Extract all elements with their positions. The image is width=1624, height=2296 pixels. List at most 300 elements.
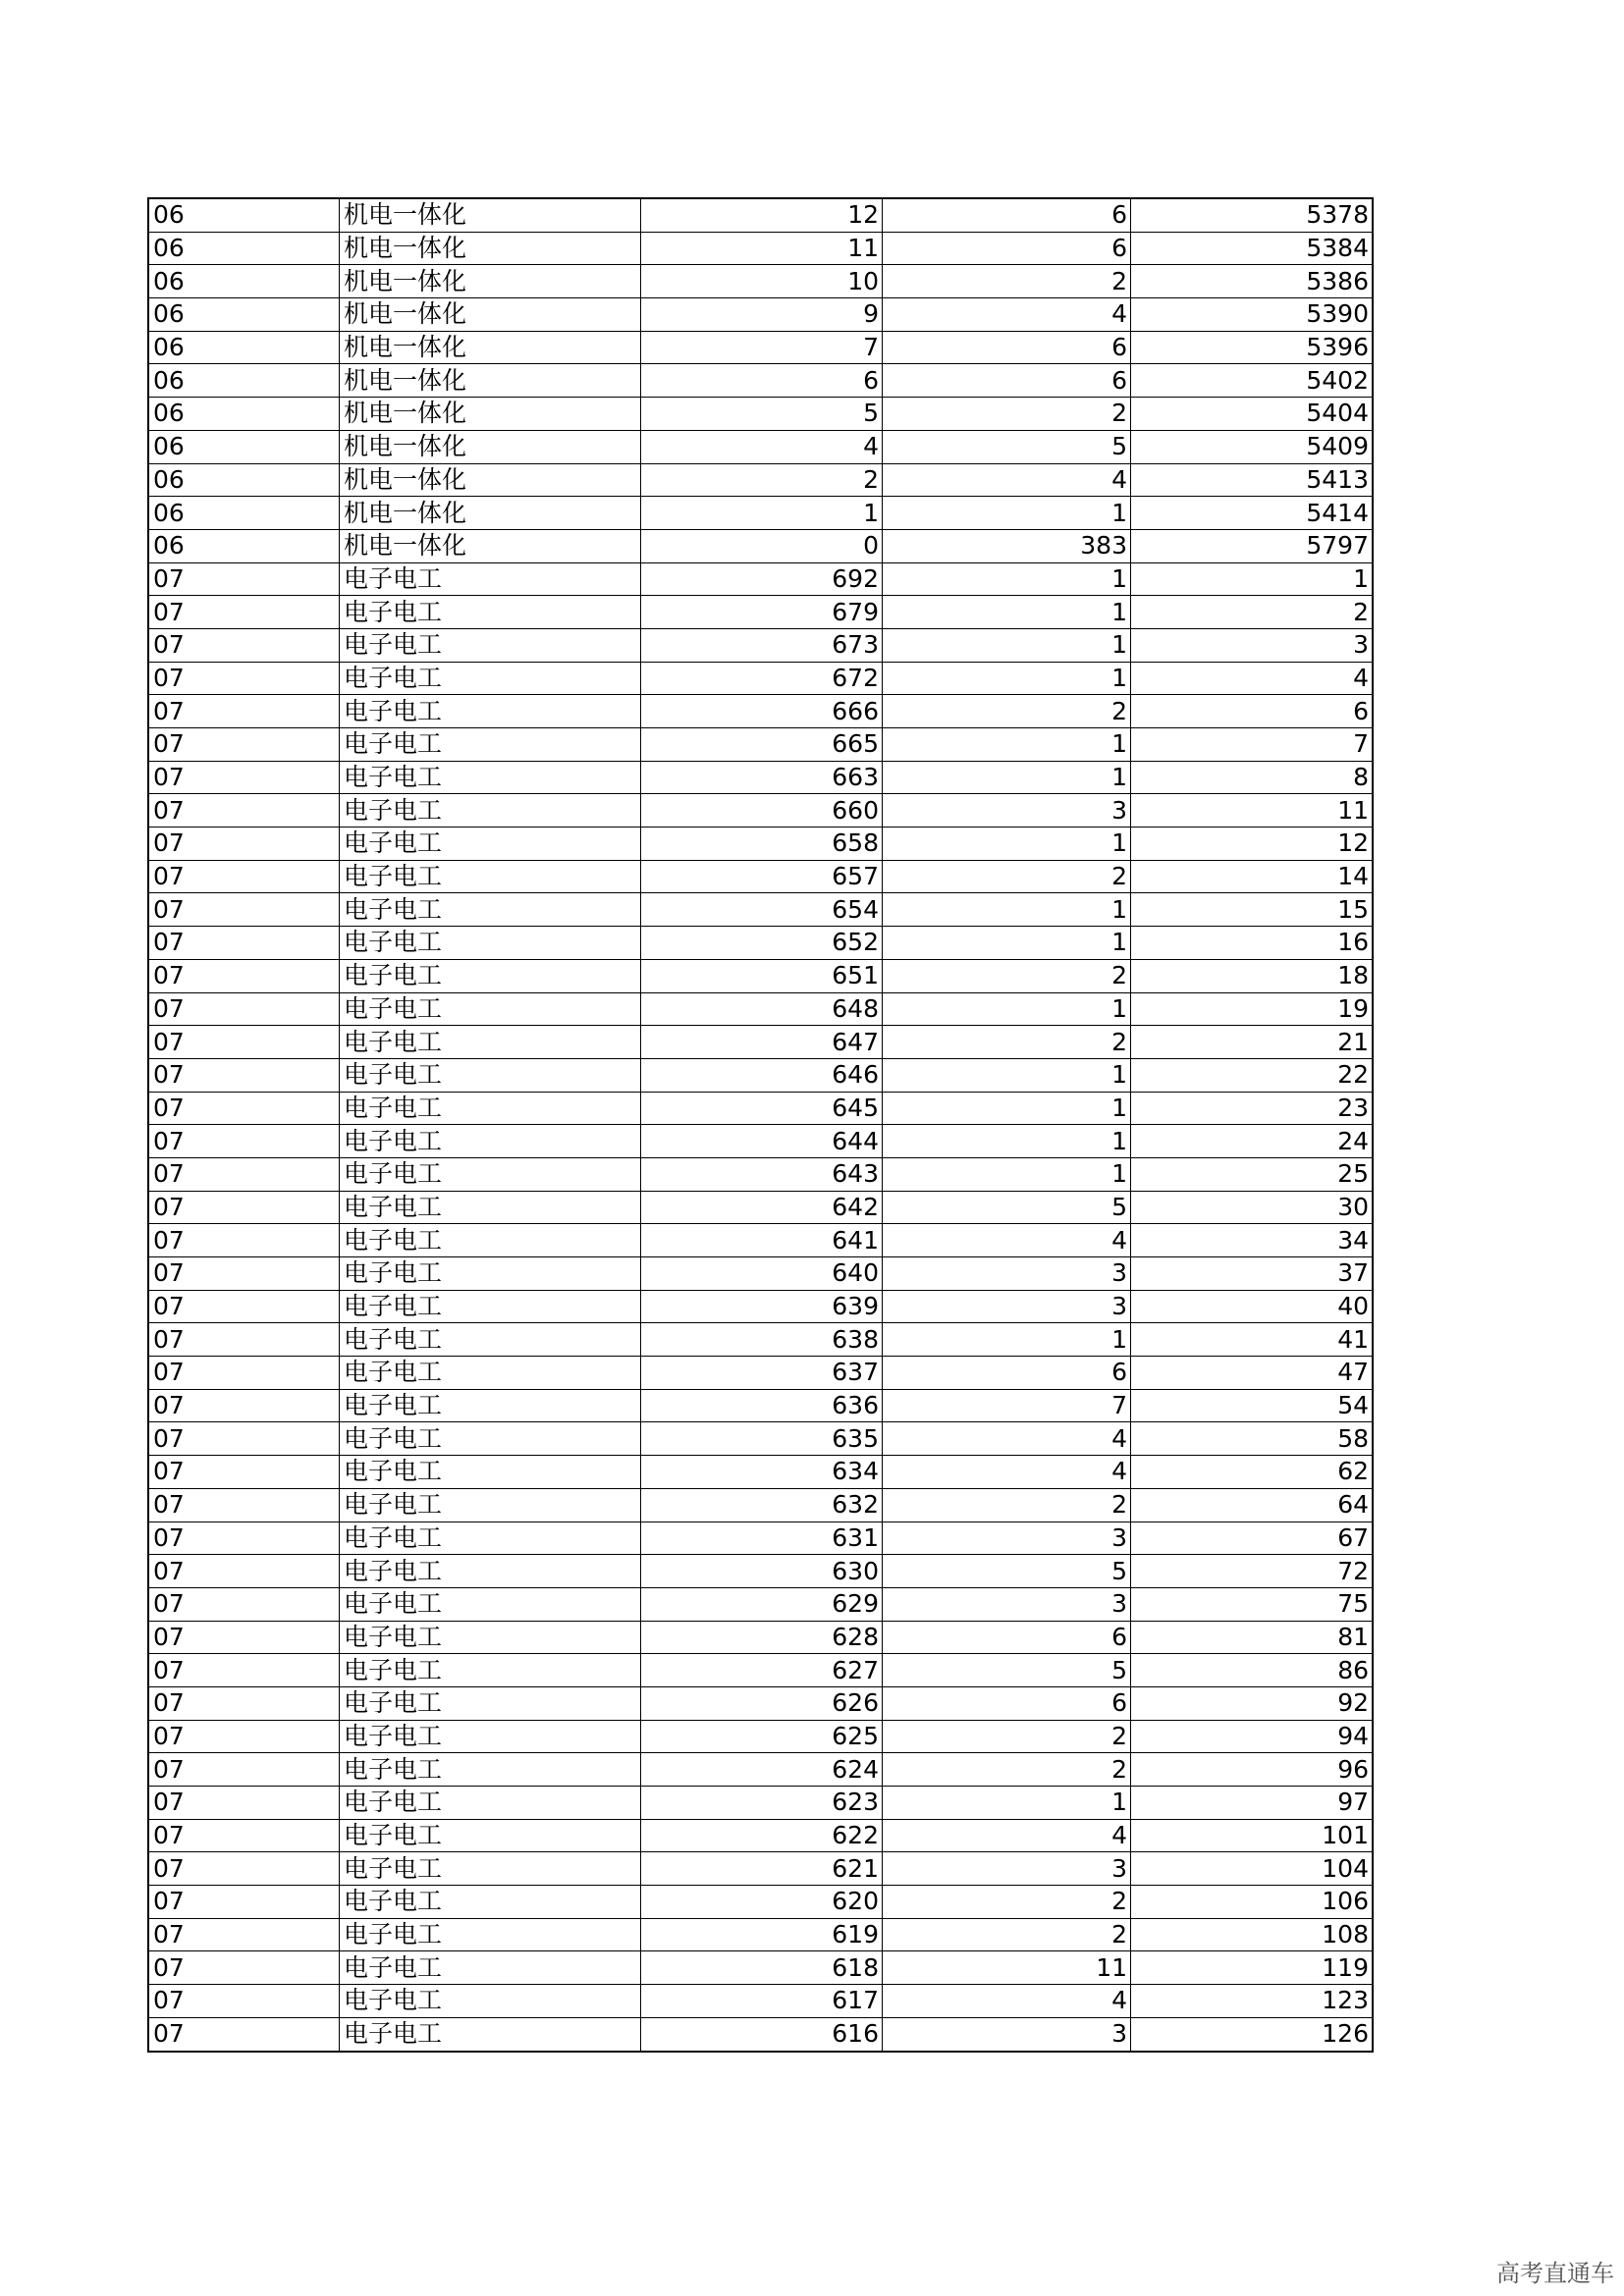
category-code-cell: 07 bbox=[148, 1389, 340, 1422]
cumulative-count-cell: 12 bbox=[1131, 828, 1374, 861]
subject-name-cell: 电子电工 bbox=[340, 1918, 641, 1951]
table-row bbox=[148, 628, 1373, 662]
subject-name-cell: 电子电工 bbox=[340, 628, 641, 662]
category-code-cell: 07 bbox=[148, 927, 340, 960]
subject-name-cell: 电子电工 bbox=[340, 1224, 641, 1257]
category-code-cell: 07 bbox=[148, 1753, 340, 1787]
count-cell: 6 bbox=[883, 1357, 1131, 1390]
subject-name-cell: 电子电工 bbox=[340, 1257, 641, 1291]
category-code-cell: 06 bbox=[148, 463, 340, 497]
cumulative-count-cell: 94 bbox=[1131, 1720, 1374, 1753]
score-table-body bbox=[148, 198, 1373, 2052]
cumulative-count-cell: 18 bbox=[1131, 959, 1374, 992]
score-cell: 0 bbox=[641, 529, 883, 562]
cumulative-count-cell: 4 bbox=[1131, 662, 1374, 695]
cumulative-count-cell: 126 bbox=[1131, 2017, 1374, 2051]
category-code-cell: 07 bbox=[148, 662, 340, 695]
count-cell: 1 bbox=[883, 1323, 1131, 1357]
cumulative-count-cell: 96 bbox=[1131, 1753, 1374, 1787]
table-row bbox=[148, 992, 1373, 1026]
table-row bbox=[148, 1686, 1373, 1720]
score-cell: 617 bbox=[641, 1985, 883, 2018]
table-row bbox=[148, 364, 1373, 398]
subject-name-cell: 电子电工 bbox=[340, 959, 641, 992]
category-code-cell: 07 bbox=[148, 1654, 340, 1687]
subject-name-cell: 电子电工 bbox=[340, 1686, 641, 1720]
subject-name-cell: 电子电工 bbox=[340, 1587, 641, 1621]
score-cell: 665 bbox=[641, 728, 883, 762]
subject-name-cell: 电子电工 bbox=[340, 728, 641, 762]
score-cell: 632 bbox=[641, 1488, 883, 1522]
score-cell: 631 bbox=[641, 1522, 883, 1555]
subject-name-cell: 电子电工 bbox=[340, 761, 641, 794]
cumulative-count-cell: 5378 bbox=[1131, 198, 1374, 232]
table-row bbox=[148, 398, 1373, 431]
table-row bbox=[148, 1488, 1373, 1522]
cumulative-count-cell: 86 bbox=[1131, 1654, 1374, 1687]
table-row bbox=[148, 596, 1373, 629]
table-row bbox=[148, 1787, 1373, 1820]
score-cell: 5 bbox=[641, 398, 883, 431]
cumulative-count-cell: 58 bbox=[1131, 1422, 1374, 1456]
category-code-cell: 07 bbox=[148, 1488, 340, 1522]
count-cell: 2 bbox=[883, 959, 1131, 992]
count-cell: 6 bbox=[883, 232, 1131, 265]
count-cell: 2 bbox=[883, 860, 1131, 893]
subject-name-cell: 机电一体化 bbox=[340, 463, 641, 497]
category-code-cell: 07 bbox=[148, 1522, 340, 1555]
table-row bbox=[148, 1058, 1373, 1092]
score-cell: 637 bbox=[641, 1357, 883, 1390]
count-cell: 1 bbox=[883, 1058, 1131, 1092]
category-code-cell: 07 bbox=[148, 828, 340, 861]
score-cell: 626 bbox=[641, 1686, 883, 1720]
subject-name-cell: 机电一体化 bbox=[340, 430, 641, 463]
category-code-cell: 07 bbox=[148, 893, 340, 927]
count-cell: 2 bbox=[883, 1488, 1131, 1522]
table-row bbox=[148, 298, 1373, 332]
table-row bbox=[148, 265, 1373, 298]
score-cell: 666 bbox=[641, 695, 883, 728]
score-cell: 645 bbox=[641, 1092, 883, 1125]
subject-name-cell: 电子电工 bbox=[340, 2017, 641, 2051]
subject-name-cell: 电子电工 bbox=[340, 1092, 641, 1125]
category-code-cell: 07 bbox=[148, 1918, 340, 1951]
count-cell: 1 bbox=[883, 497, 1131, 530]
count-cell: 3 bbox=[883, 1522, 1131, 1555]
subject-name-cell: 电子电工 bbox=[340, 1522, 641, 1555]
count-cell: 11 bbox=[883, 1951, 1131, 1985]
cumulative-count-cell: 2 bbox=[1131, 596, 1374, 629]
subject-name-cell: 电子电工 bbox=[340, 1357, 641, 1390]
cumulative-count-cell: 5414 bbox=[1131, 497, 1374, 530]
score-cell: 638 bbox=[641, 1323, 883, 1357]
table-row bbox=[148, 1918, 1373, 1951]
score-cell: 620 bbox=[641, 1886, 883, 1919]
table-row bbox=[148, 1852, 1373, 1886]
table-row bbox=[148, 1522, 1373, 1555]
subject-name-cell: 电子电工 bbox=[340, 1488, 641, 1522]
count-cell: 1 bbox=[883, 893, 1131, 927]
subject-name-cell: 电子电工 bbox=[340, 1290, 641, 1323]
table-row bbox=[148, 1886, 1373, 1919]
cumulative-count-cell: 5384 bbox=[1131, 232, 1374, 265]
table-row bbox=[148, 828, 1373, 861]
category-code-cell: 07 bbox=[148, 562, 340, 596]
cumulative-count-cell: 72 bbox=[1131, 1555, 1374, 1588]
cumulative-count-cell: 119 bbox=[1131, 1951, 1374, 1985]
subject-name-cell: 电子电工 bbox=[340, 1422, 641, 1456]
score-cell: 630 bbox=[641, 1555, 883, 1588]
count-cell: 6 bbox=[883, 364, 1131, 398]
cumulative-count-cell: 97 bbox=[1131, 1787, 1374, 1820]
cumulative-count-cell: 14 bbox=[1131, 860, 1374, 893]
table-row bbox=[148, 1422, 1373, 1456]
category-code-cell: 06 bbox=[148, 364, 340, 398]
score-cell: 624 bbox=[641, 1753, 883, 1787]
table-row bbox=[148, 529, 1373, 562]
count-cell: 5 bbox=[883, 430, 1131, 463]
cumulative-count-cell: 101 bbox=[1131, 1819, 1374, 1852]
score-cell: 9 bbox=[641, 298, 883, 332]
cumulative-count-cell: 5409 bbox=[1131, 430, 1374, 463]
table-row bbox=[148, 1951, 1373, 1985]
cumulative-count-cell: 21 bbox=[1131, 1026, 1374, 1059]
count-cell: 5 bbox=[883, 1555, 1131, 1588]
count-cell: 383 bbox=[883, 529, 1131, 562]
count-cell: 3 bbox=[883, 1257, 1131, 1291]
subject-name-cell: 电子电工 bbox=[340, 1852, 641, 1886]
table-row bbox=[148, 463, 1373, 497]
category-code-cell: 07 bbox=[148, 1290, 340, 1323]
category-code-cell: 07 bbox=[148, 1058, 340, 1092]
category-code-cell: 07 bbox=[148, 728, 340, 762]
category-code-cell: 07 bbox=[148, 959, 340, 992]
table-row bbox=[148, 198, 1373, 232]
count-cell: 2 bbox=[883, 1026, 1131, 1059]
score-cell: 627 bbox=[641, 1654, 883, 1687]
count-cell: 2 bbox=[883, 695, 1131, 728]
count-cell: 7 bbox=[883, 1389, 1131, 1422]
subject-name-cell: 电子电工 bbox=[340, 662, 641, 695]
cumulative-count-cell: 1 bbox=[1131, 562, 1374, 596]
cumulative-count-cell: 16 bbox=[1131, 927, 1374, 960]
cumulative-count-cell: 106 bbox=[1131, 1886, 1374, 1919]
score-cell: 12 bbox=[641, 198, 883, 232]
table-row bbox=[148, 497, 1373, 530]
category-code-cell: 06 bbox=[148, 331, 340, 364]
category-code-cell: 07 bbox=[148, 1257, 340, 1291]
table-row bbox=[148, 1157, 1373, 1191]
score-cell: 11 bbox=[641, 232, 883, 265]
score-cell: 660 bbox=[641, 794, 883, 828]
count-cell: 1 bbox=[883, 596, 1131, 629]
category-code-cell: 06 bbox=[148, 529, 340, 562]
category-code-cell: 07 bbox=[148, 1852, 340, 1886]
table-row bbox=[148, 761, 1373, 794]
subject-name-cell: 机电一体化 bbox=[340, 398, 641, 431]
subject-name-cell: 电子电工 bbox=[340, 1125, 641, 1158]
score-cell: 657 bbox=[641, 860, 883, 893]
subject-name-cell: 机电一体化 bbox=[340, 232, 641, 265]
category-code-cell: 07 bbox=[148, 596, 340, 629]
table-row bbox=[148, 1125, 1373, 1158]
count-cell: 1 bbox=[883, 992, 1131, 1026]
subject-name-cell: 电子电工 bbox=[340, 1026, 641, 1059]
cumulative-count-cell: 5413 bbox=[1131, 463, 1374, 497]
score-cell: 636 bbox=[641, 1389, 883, 1422]
category-code-cell: 07 bbox=[148, 1886, 340, 1919]
category-code-cell: 07 bbox=[148, 1456, 340, 1489]
count-cell: 2 bbox=[883, 265, 1131, 298]
category-code-cell: 07 bbox=[148, 860, 340, 893]
subject-name-cell: 电子电工 bbox=[340, 1389, 641, 1422]
table-row bbox=[148, 562, 1373, 596]
cumulative-count-cell: 30 bbox=[1131, 1191, 1374, 1224]
cumulative-count-cell: 5386 bbox=[1131, 265, 1374, 298]
category-code-cell: 06 bbox=[148, 198, 340, 232]
subject-name-cell: 机电一体化 bbox=[340, 497, 641, 530]
subject-name-cell: 电子电工 bbox=[340, 1753, 641, 1787]
table-row bbox=[148, 1555, 1373, 1588]
cumulative-count-cell: 108 bbox=[1131, 1918, 1374, 1951]
count-cell: 1 bbox=[883, 1157, 1131, 1191]
category-code-cell: 07 bbox=[148, 1357, 340, 1390]
score-cell: 654 bbox=[641, 893, 883, 927]
score-cell: 622 bbox=[641, 1819, 883, 1852]
score-cell: 616 bbox=[641, 2017, 883, 2051]
count-cell: 2 bbox=[883, 1753, 1131, 1787]
table-row bbox=[148, 860, 1373, 893]
table-row bbox=[148, 1191, 1373, 1224]
count-cell: 2 bbox=[883, 1720, 1131, 1753]
cumulative-count-cell: 47 bbox=[1131, 1357, 1374, 1390]
category-code-cell: 06 bbox=[148, 298, 340, 332]
table-row bbox=[148, 1753, 1373, 1787]
subject-name-cell: 电子电工 bbox=[340, 794, 641, 828]
category-code-cell: 07 bbox=[148, 1125, 340, 1158]
score-cell: 644 bbox=[641, 1125, 883, 1158]
category-code-cell: 07 bbox=[148, 1422, 340, 1456]
count-cell: 6 bbox=[883, 1686, 1131, 1720]
cumulative-count-cell: 64 bbox=[1131, 1488, 1374, 1522]
cumulative-count-cell: 75 bbox=[1131, 1587, 1374, 1621]
subject-name-cell: 电子电工 bbox=[340, 1456, 641, 1489]
score-cell: 663 bbox=[641, 761, 883, 794]
category-code-cell: 07 bbox=[148, 695, 340, 728]
category-code-cell: 07 bbox=[148, 628, 340, 662]
table-row bbox=[148, 927, 1373, 960]
count-cell: 6 bbox=[883, 331, 1131, 364]
category-code-cell: 07 bbox=[148, 992, 340, 1026]
count-cell: 1 bbox=[883, 628, 1131, 662]
table-row bbox=[148, 1290, 1373, 1323]
subject-name-cell: 电子电工 bbox=[340, 1191, 641, 1224]
cumulative-count-cell: 25 bbox=[1131, 1157, 1374, 1191]
cumulative-count-cell: 41 bbox=[1131, 1323, 1374, 1357]
cumulative-count-cell: 6 bbox=[1131, 695, 1374, 728]
subject-name-cell: 电子电工 bbox=[340, 1323, 641, 1357]
count-cell: 4 bbox=[883, 1422, 1131, 1456]
score-cell: 619 bbox=[641, 1918, 883, 1951]
subject-name-cell: 电子电工 bbox=[340, 860, 641, 893]
category-code-cell: 07 bbox=[148, 1951, 340, 1985]
subject-name-cell: 电子电工 bbox=[340, 1951, 641, 1985]
count-cell: 4 bbox=[883, 1819, 1131, 1852]
category-code-cell: 06 bbox=[148, 497, 340, 530]
score-cell: 1 bbox=[641, 497, 883, 530]
score-cell: 658 bbox=[641, 828, 883, 861]
category-code-cell: 06 bbox=[148, 232, 340, 265]
score-cell: 652 bbox=[641, 927, 883, 960]
cumulative-count-cell: 8 bbox=[1131, 761, 1374, 794]
count-cell: 1 bbox=[883, 662, 1131, 695]
subject-name-cell: 电子电工 bbox=[340, 1654, 641, 1687]
table-row bbox=[148, 695, 1373, 728]
subject-name-cell: 电子电工 bbox=[340, 992, 641, 1026]
score-cell: 692 bbox=[641, 562, 883, 596]
subject-name-cell: 电子电工 bbox=[340, 596, 641, 629]
table-row bbox=[148, 1389, 1373, 1422]
table-row bbox=[148, 1357, 1373, 1390]
count-cell: 1 bbox=[883, 728, 1131, 762]
count-cell: 1 bbox=[883, 927, 1131, 960]
category-code-cell: 06 bbox=[148, 430, 340, 463]
subject-name-cell: 电子电工 bbox=[340, 927, 641, 960]
cumulative-count-cell: 104 bbox=[1131, 1852, 1374, 1886]
count-cell: 1 bbox=[883, 761, 1131, 794]
score-cell: 623 bbox=[641, 1787, 883, 1820]
count-cell: 6 bbox=[883, 1621, 1131, 1654]
count-cell: 1 bbox=[883, 562, 1131, 596]
category-code-cell: 07 bbox=[148, 1092, 340, 1125]
table-row bbox=[148, 1092, 1373, 1125]
table-row bbox=[148, 1819, 1373, 1852]
score-cell: 618 bbox=[641, 1951, 883, 1985]
category-code-cell: 06 bbox=[148, 398, 340, 431]
category-code-cell: 07 bbox=[148, 1323, 340, 1357]
category-code-cell: 07 bbox=[148, 761, 340, 794]
table-row bbox=[148, 1587, 1373, 1621]
cumulative-count-cell: 15 bbox=[1131, 893, 1374, 927]
table-row bbox=[148, 2017, 1373, 2051]
score-cell: 641 bbox=[641, 1224, 883, 1257]
count-cell: 3 bbox=[883, 1290, 1131, 1323]
category-code-cell: 07 bbox=[148, 794, 340, 828]
cumulative-count-cell: 19 bbox=[1131, 992, 1374, 1026]
score-cell: 640 bbox=[641, 1257, 883, 1291]
score-cell: 679 bbox=[641, 596, 883, 629]
subject-name-cell: 机电一体化 bbox=[340, 298, 641, 332]
count-cell: 4 bbox=[883, 298, 1131, 332]
cumulative-count-cell: 67 bbox=[1131, 1522, 1374, 1555]
subject-name-cell: 电子电工 bbox=[340, 1720, 641, 1753]
table-row bbox=[148, 959, 1373, 992]
table-row bbox=[148, 232, 1373, 265]
category-code-cell: 07 bbox=[148, 1026, 340, 1059]
category-code-cell: 07 bbox=[148, 1686, 340, 1720]
score-cell: 635 bbox=[641, 1422, 883, 1456]
score-cell: 4 bbox=[641, 430, 883, 463]
count-cell: 3 bbox=[883, 1587, 1131, 1621]
cumulative-count-cell: 22 bbox=[1131, 1058, 1374, 1092]
score-cell: 642 bbox=[641, 1191, 883, 1224]
score-cell: 634 bbox=[641, 1456, 883, 1489]
count-cell: 2 bbox=[883, 1886, 1131, 1919]
table-row bbox=[148, 1456, 1373, 1489]
count-cell: 6 bbox=[883, 198, 1131, 232]
cumulative-count-cell: 5402 bbox=[1131, 364, 1374, 398]
category-code-cell: 07 bbox=[148, 1720, 340, 1753]
cumulative-count-cell: 23 bbox=[1131, 1092, 1374, 1125]
category-code-cell: 07 bbox=[148, 1819, 340, 1852]
category-code-cell: 07 bbox=[148, 1224, 340, 1257]
score-cell: 673 bbox=[641, 628, 883, 662]
score-cell: 6 bbox=[641, 364, 883, 398]
table-row bbox=[148, 1257, 1373, 1291]
subject-name-cell: 电子电工 bbox=[340, 1985, 641, 2018]
subject-name-cell: 机电一体化 bbox=[340, 198, 641, 232]
table-row bbox=[148, 1720, 1373, 1753]
subject-name-cell: 电子电工 bbox=[340, 1058, 641, 1092]
cumulative-count-cell: 123 bbox=[1131, 1985, 1374, 2018]
table-row bbox=[148, 1985, 1373, 2018]
subject-name-cell: 电子电工 bbox=[340, 562, 641, 596]
category-code-cell: 07 bbox=[148, 1555, 340, 1588]
count-cell: 1 bbox=[883, 1787, 1131, 1820]
subject-name-cell: 机电一体化 bbox=[340, 331, 641, 364]
subject-name-cell: 电子电工 bbox=[340, 695, 641, 728]
table-row bbox=[148, 1323, 1373, 1357]
score-cell: 10 bbox=[641, 265, 883, 298]
subject-name-cell: 机电一体化 bbox=[340, 529, 641, 562]
cumulative-count-cell: 54 bbox=[1131, 1389, 1374, 1422]
cumulative-count-cell: 5404 bbox=[1131, 398, 1374, 431]
score-cell: 621 bbox=[641, 1852, 883, 1886]
cumulative-count-cell: 34 bbox=[1131, 1224, 1374, 1257]
count-cell: 3 bbox=[883, 2017, 1131, 2051]
cumulative-count-cell: 62 bbox=[1131, 1456, 1374, 1489]
subject-name-cell: 机电一体化 bbox=[340, 265, 641, 298]
count-cell: 2 bbox=[883, 398, 1131, 431]
category-code-cell: 06 bbox=[148, 265, 340, 298]
count-cell: 4 bbox=[883, 1985, 1131, 2018]
score-cell: 2 bbox=[641, 463, 883, 497]
category-code-cell: 07 bbox=[148, 1191, 340, 1224]
count-cell: 4 bbox=[883, 463, 1131, 497]
table-row bbox=[148, 1224, 1373, 1257]
cumulative-count-cell: 5797 bbox=[1131, 529, 1374, 562]
subject-name-cell: 机电一体化 bbox=[340, 364, 641, 398]
category-code-cell: 07 bbox=[148, 1621, 340, 1654]
score-cell: 643 bbox=[641, 1157, 883, 1191]
category-code-cell: 07 bbox=[148, 1787, 340, 1820]
category-code-cell: 07 bbox=[148, 2017, 340, 2051]
subject-name-cell: 电子电工 bbox=[340, 1819, 641, 1852]
subject-name-cell: 电子电工 bbox=[340, 1621, 641, 1654]
table-row bbox=[148, 728, 1373, 762]
subject-name-cell: 电子电工 bbox=[340, 1555, 641, 1588]
cumulative-count-cell: 37 bbox=[1131, 1257, 1374, 1291]
count-cell: 1 bbox=[883, 828, 1131, 861]
count-cell: 5 bbox=[883, 1654, 1131, 1687]
watermark: 高考直通车 bbox=[1496, 2260, 1614, 2287]
cumulative-count-cell: 24 bbox=[1131, 1125, 1374, 1158]
score-cell: 629 bbox=[641, 1587, 883, 1621]
category-code-cell: 07 bbox=[148, 1985, 340, 2018]
cumulative-count-cell: 92 bbox=[1131, 1686, 1374, 1720]
table-row bbox=[148, 794, 1373, 828]
